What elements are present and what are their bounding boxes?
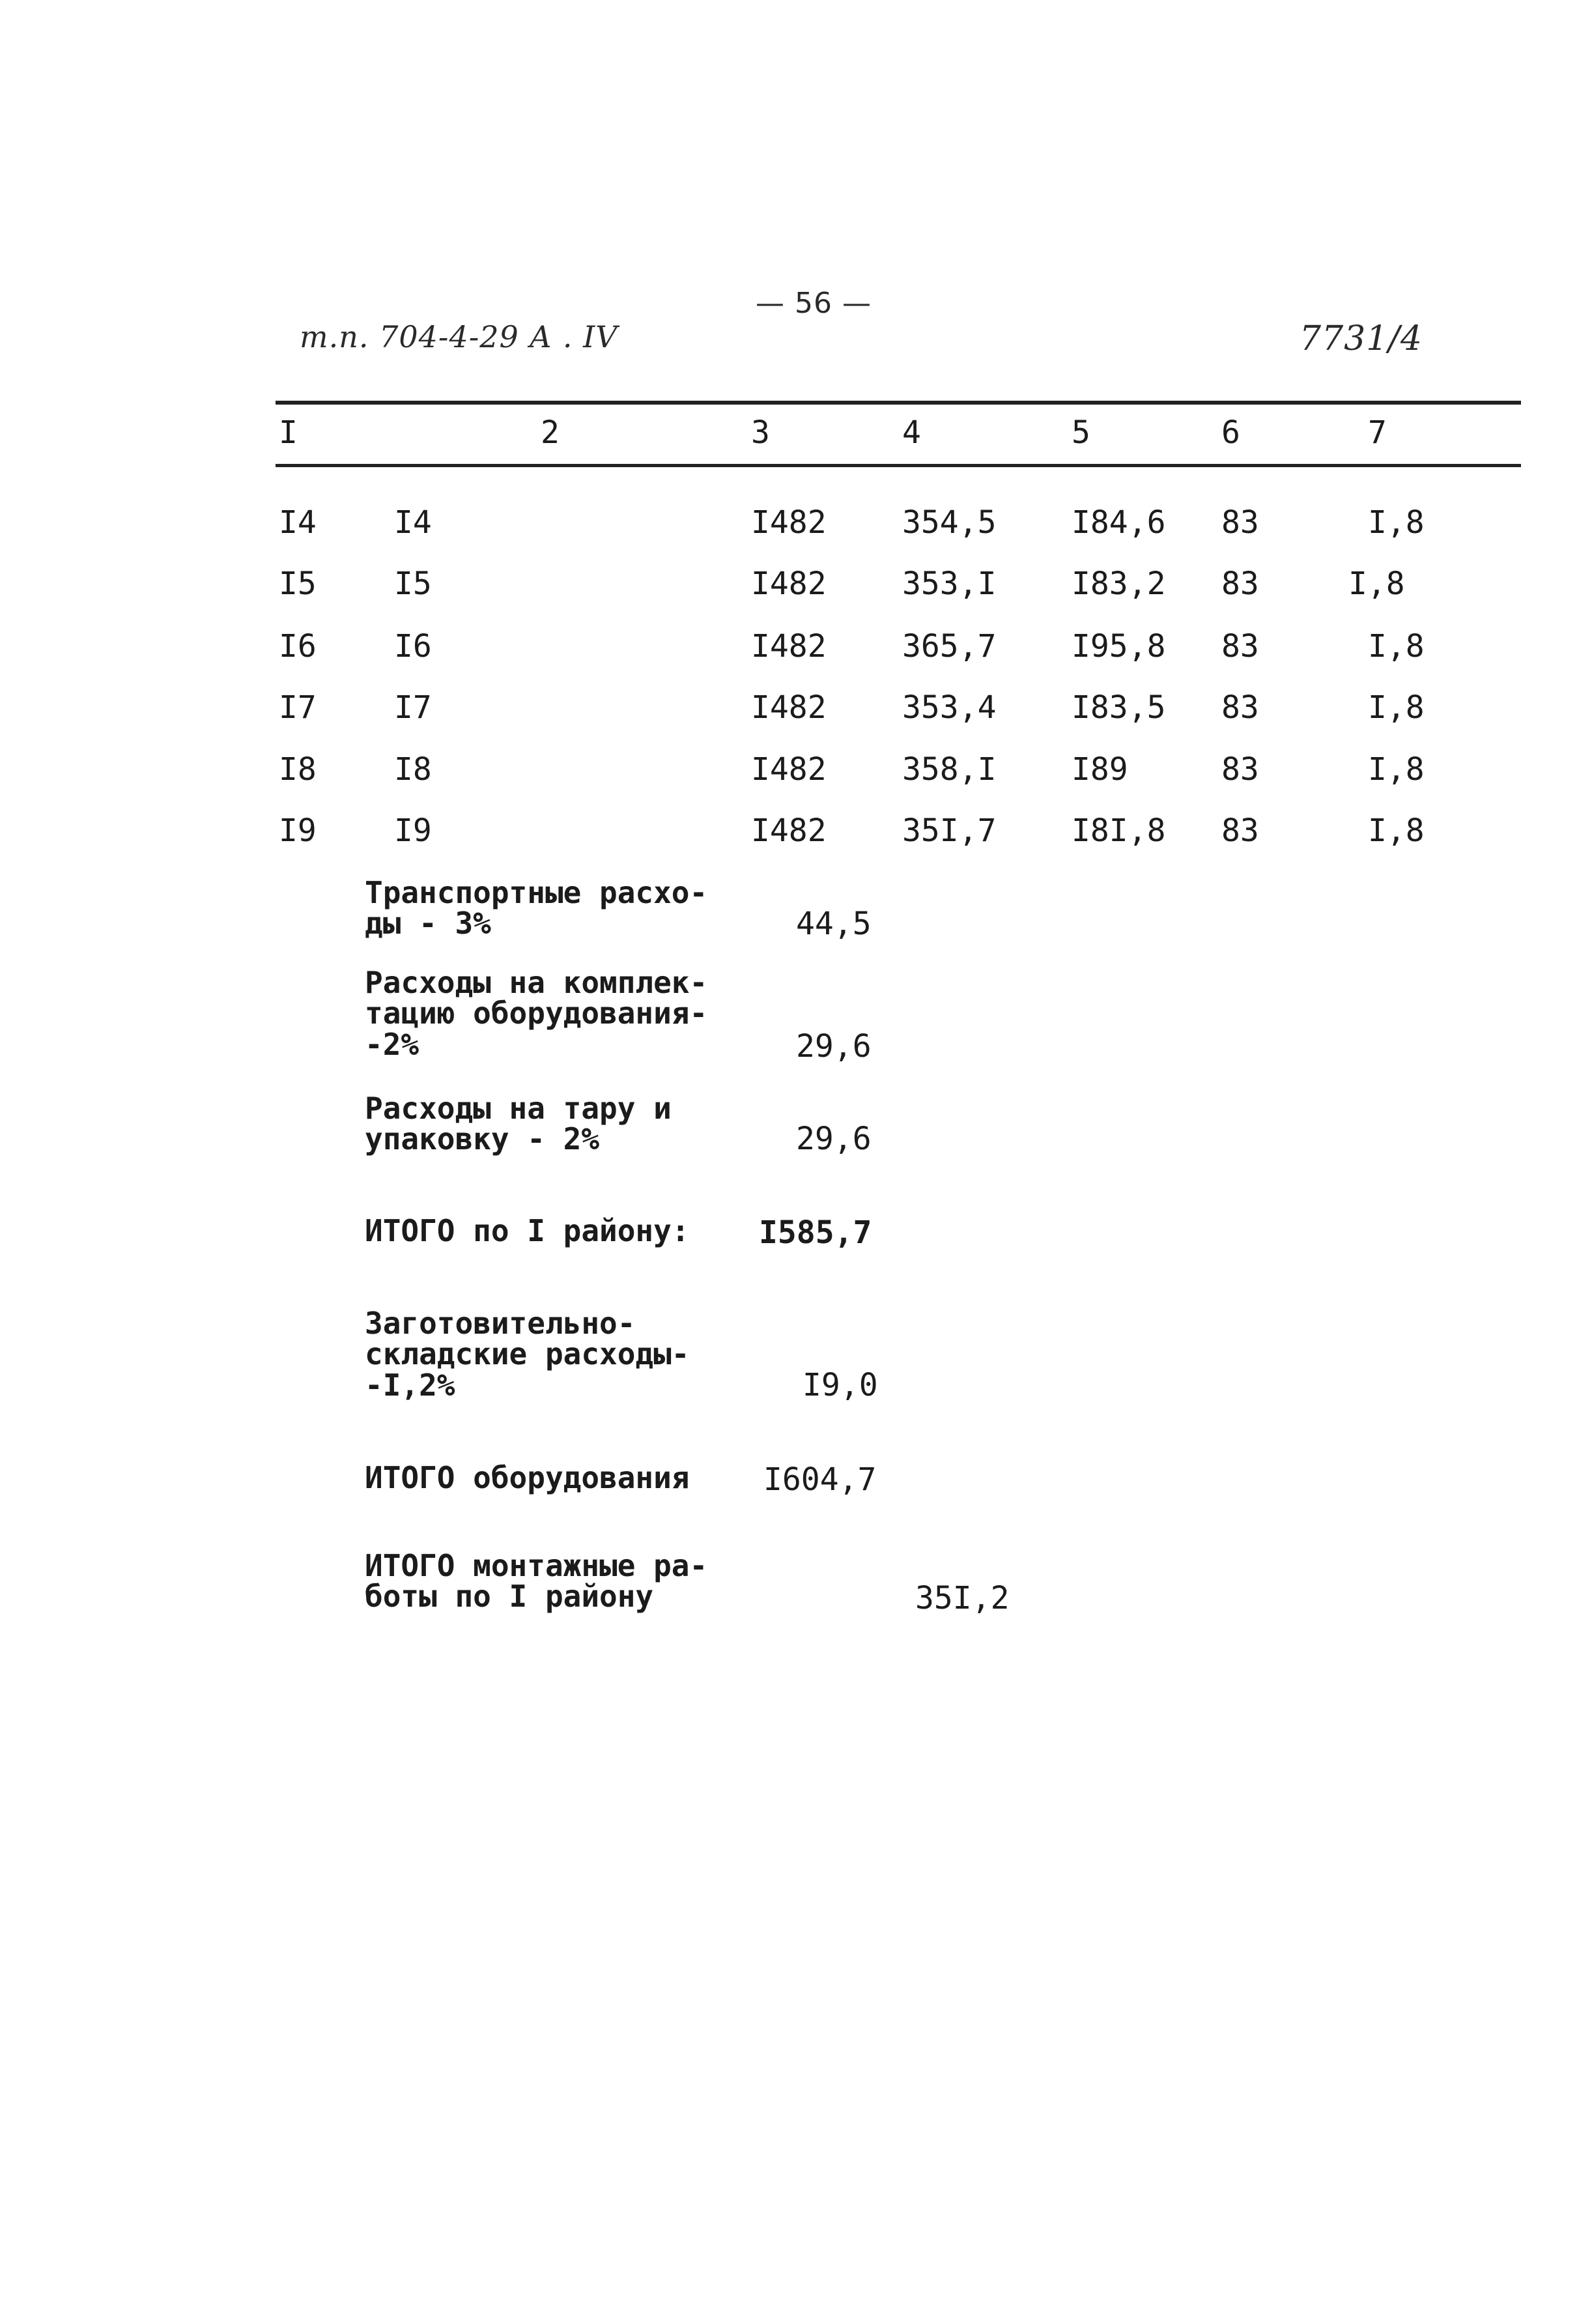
summary-value-total-region: I585,7 [759, 1214, 872, 1251]
table-cell: I482 [751, 628, 827, 665]
table-cell: I,8 [1368, 751, 1425, 788]
table-cell: 354,5 [902, 504, 997, 541]
table-cell: I,8 [1368, 628, 1425, 665]
table-cell: 358,I [902, 751, 997, 788]
summary-value-equipment-set: 29,6 [796, 1028, 872, 1065]
inventory-number: 7731/4 [1300, 319, 1423, 358]
table-cell: 83 [1221, 812, 1259, 849]
table-cell: I6 [279, 628, 317, 665]
table-cell: I8I,8 [1072, 812, 1166, 849]
table-cell: I83,5 [1072, 689, 1166, 726]
table-cell: I9 [279, 812, 317, 849]
summary-label-total-equipment: ИТОГО оборудования [365, 1460, 690, 1495]
summary-value-total-installation: 35I,2 [915, 1580, 1010, 1616]
summary-value-transport: 44,5 [796, 906, 872, 942]
table-cell: I,8 [1348, 566, 1405, 602]
column-header-6: 6 [1221, 414, 1240, 451]
table-cell: I5 [394, 566, 432, 602]
column-header-1: I [279, 414, 298, 451]
table-cell: I,8 [1368, 504, 1425, 541]
table-cell: I89 [1072, 751, 1128, 788]
table-cell: I482 [751, 566, 827, 602]
table-header-rule [276, 464, 1521, 467]
table-top-rule [276, 401, 1521, 405]
table-cell: I83,2 [1072, 566, 1166, 602]
table-cell: I8 [279, 751, 317, 788]
summary-label-total-region: ИТОГО по I району: [365, 1213, 690, 1248]
table-cell: I482 [751, 812, 827, 849]
table-cell: I482 [751, 504, 827, 541]
table-cell: 35I,7 [902, 812, 997, 849]
summary-label-equipment-set: Расходы на комплек- тацию оборудования- -2% [365, 965, 708, 1062]
column-header-2: 2 [541, 414, 560, 451]
table-cell: I,8 [1368, 689, 1425, 726]
page-number: — 56 — [756, 287, 872, 320]
table-cell: I8 [394, 751, 432, 788]
summary-value-packaging: 29,6 [796, 1121, 872, 1157]
table-cell: I,8 [1368, 812, 1425, 849]
table-cell: 83 [1221, 751, 1259, 788]
table-cell: I5 [279, 566, 317, 602]
table-cell: I9 [394, 812, 432, 849]
table-cell: I95,8 [1072, 628, 1166, 665]
table-cell: I4 [279, 504, 317, 541]
column-header-7: 7 [1368, 414, 1387, 451]
table-cell: 83 [1221, 628, 1259, 665]
table-cell: I7 [279, 689, 317, 726]
column-header-5: 5 [1072, 414, 1090, 451]
table-cell: 365,7 [902, 628, 997, 665]
table-cell: 83 [1221, 566, 1259, 602]
document-reference: т.п. 704-4-29 А . IV [300, 319, 618, 354]
summary-value-total-equipment: I604,7 [763, 1461, 877, 1498]
table-cell: 83 [1221, 689, 1259, 726]
table-cell: I84,6 [1072, 504, 1166, 541]
summary-value-procurement: I9,0 [803, 1367, 878, 1403]
table-cell: I4 [394, 504, 432, 541]
table-cell: I6 [394, 628, 432, 665]
table-cell: I482 [751, 689, 827, 726]
table-cell: I482 [751, 751, 827, 788]
summary-label-packaging: Расходы на тару и упаковку - 2% [365, 1091, 672, 1157]
table-cell: 353,4 [902, 689, 997, 726]
column-header-4: 4 [902, 414, 921, 451]
summary-label-total-installation: ИТОГО монтажные ра- боты по I району [365, 1548, 708, 1614]
summary-label-transport: Транспортные расхо- ды - 3% [365, 875, 708, 941]
table-cell: 353,I [902, 566, 997, 602]
table-cell: I7 [394, 689, 432, 726]
column-header-3: 3 [751, 414, 770, 451]
summary-label-procurement: Заготовительно- складские расходы- -I,2% [365, 1306, 690, 1403]
table-cell: 83 [1221, 504, 1259, 541]
